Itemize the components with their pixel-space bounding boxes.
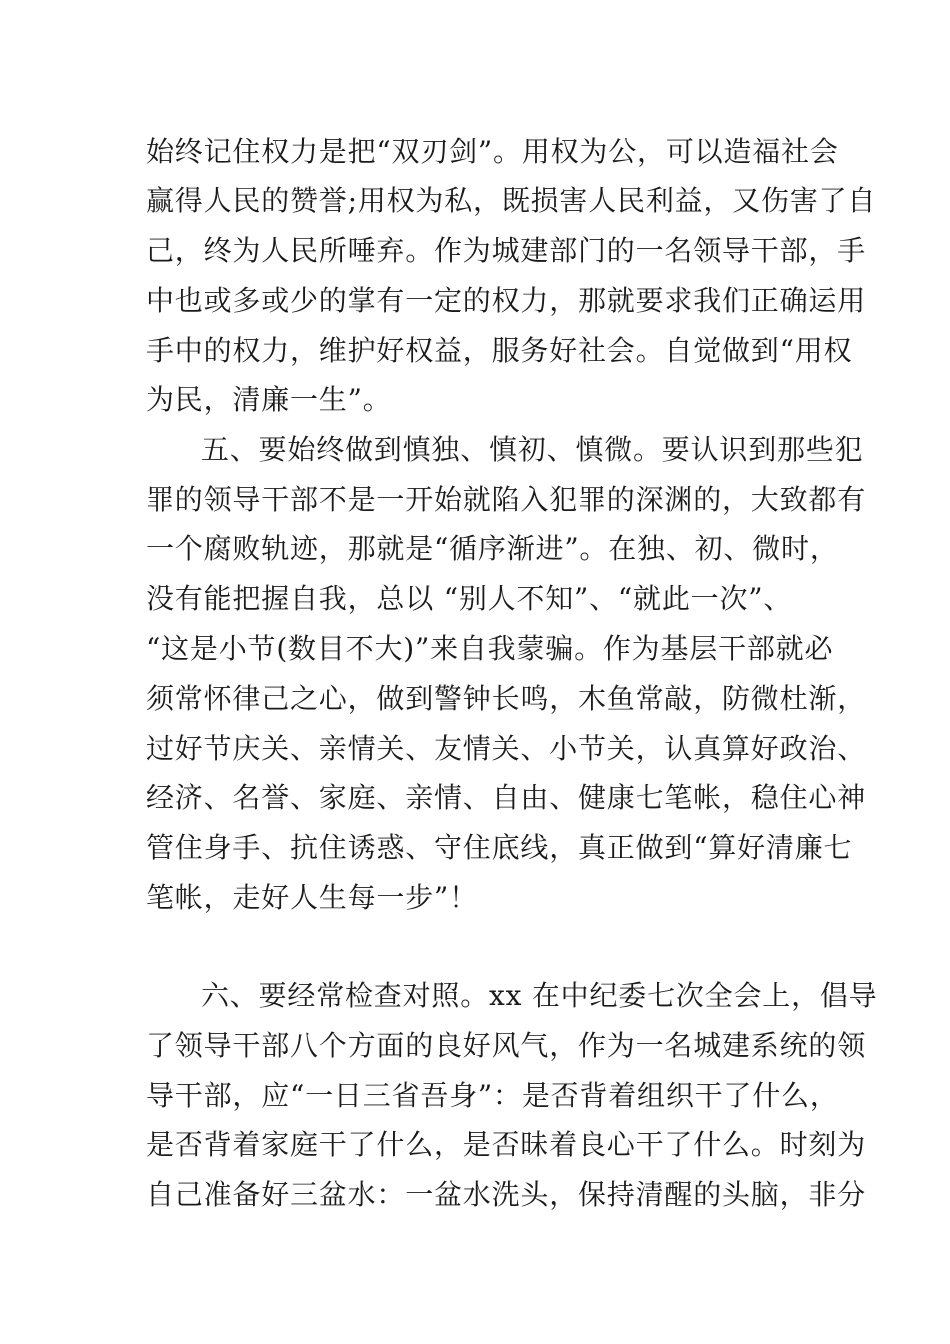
- text-line: 管住身手、抗住诱惑、守住底线，真正做到“算好清廉七: [146, 831, 853, 864]
- text-line: “这是小节(数目不大)”来自我蒙骗。作为基层干部就必: [146, 632, 834, 665]
- text-line: 导干部，应“一日三省吾身”：是否背着组织干了什么，: [146, 1079, 839, 1112]
- text-line: 一个腐败轨迹，那就是“循序渐进”。在独、初、微时，: [146, 532, 839, 565]
- text-line: 过好节庆关、亲情关、友情关、小节关，认真算好政治、: [146, 732, 867, 765]
- text-line: 是否背着家庭干了什么，是否昧着良心干了什么。时刻为: [146, 1128, 867, 1161]
- text-line: 自己准备好三盆水：一盆水洗头，保持清醒的头脑，非分: [146, 1178, 867, 1211]
- paragraph-first-line: 五、要始终做到慎独、慎初、慎微。要认识到那些犯: [201, 433, 864, 466]
- text-line: 手中的权力，维护好权益，服务好社会。自觉做到“用权: [146, 334, 853, 367]
- paragraph-first-line: 六、要经常检查对照。xx 在中纪委七次全会上，倡导: [201, 979, 878, 1012]
- text-line: 须常怀律己之心，做到警钟长鸣，木鱼常敲，防微杜渐，: [146, 682, 867, 715]
- text-line: 始终记住权力是把“双刃剑”。用权为公，可以造福社会: [146, 135, 839, 168]
- text-line: 己，终为人民所唾弃。作为城建部门的一名领导干部，手: [146, 234, 867, 267]
- text-line: 罪的领导干部不是一开始就陷入犯罪的深渊的，大致都有: [146, 483, 867, 516]
- text-line: 为民，清廉一生”。: [146, 383, 392, 416]
- text-line: 了领导干部八个方面的良好风气，作为一名城建系统的领: [146, 1029, 867, 1062]
- text-line: 赢得人民的赞誉;用权为私，既损害人民利益，又伤害了自: [146, 184, 877, 217]
- text-line: 中也或多或少的掌有一定的权力，那就要求我们正确运用: [146, 284, 867, 317]
- text-line: 没有能把握自我，总以 “别人不知”、“就此一次”、: [146, 582, 793, 615]
- text-line: 经济、名誉、家庭、亲情、自由、健康七笔帐，稳住心神: [146, 781, 867, 814]
- text-line: 笔帐，走好人生每一步”！: [146, 881, 478, 914]
